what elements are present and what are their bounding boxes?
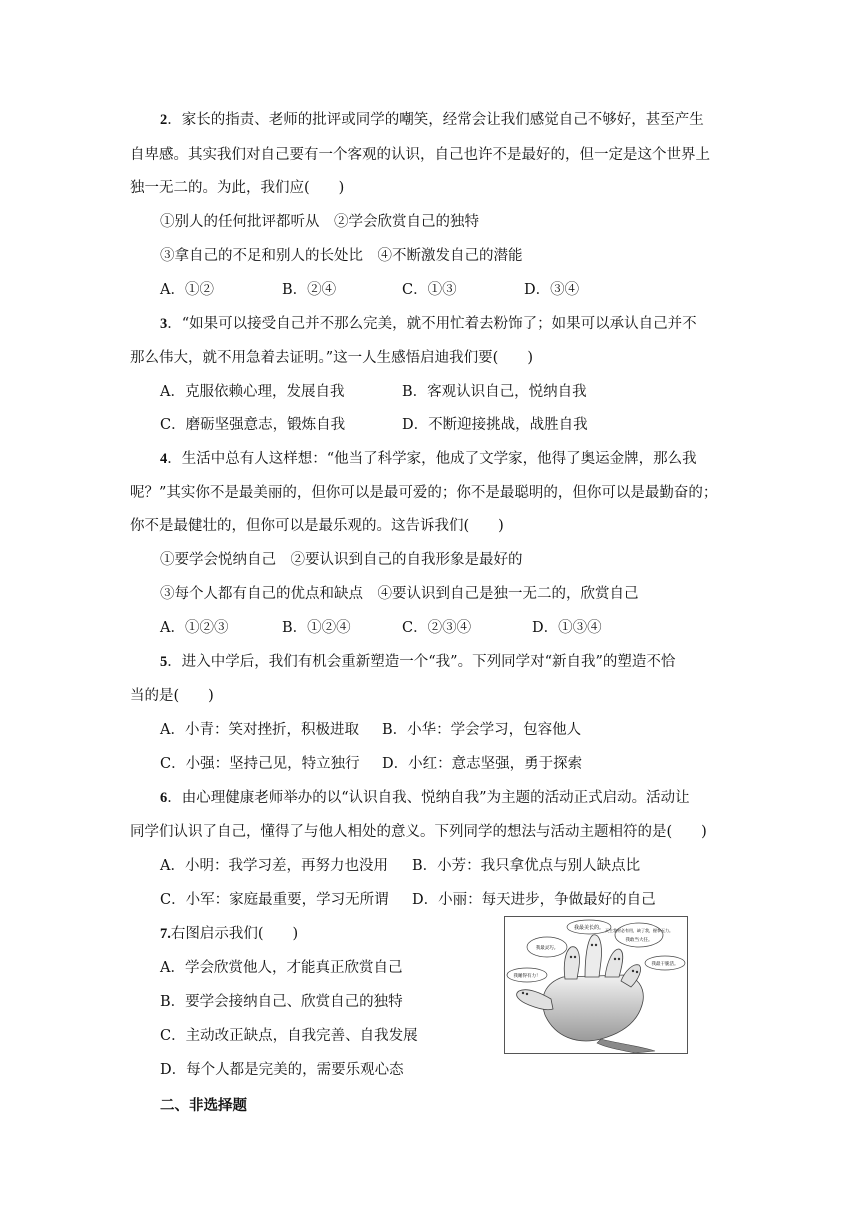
q3-line-2: 那么伟大，就不用急着去证明。”这一人生感悟启迪我们要( ) xyxy=(130,350,533,366)
q3-option-d: D．不断迎接挑战，战胜自我 xyxy=(402,417,588,433)
bubble-index: 我最灵巧。 xyxy=(535,946,559,951)
q2-option-c: C．①③ xyxy=(402,282,457,298)
q2-line-3: 独一无二的。为此，我们应( ) xyxy=(130,180,345,196)
q7-option-d: D．每个人都是完美的，需要乐观心态 xyxy=(160,1062,404,1078)
bubble-ring: 天生我材必有用，缺了我，握拳无力。 xyxy=(605,928,673,933)
bubble-thumb: 我睡得有力！ xyxy=(513,974,541,979)
q6-line-1: 6．由心理健康老师举办的以“认识自我、悦纳自我”为主题的活动正式启动。活动让 xyxy=(160,790,690,806)
q5-option-b: B．小华：学会学习，包容他人 xyxy=(382,722,582,738)
bubble-ring-2: 我敢当大任。 xyxy=(625,938,653,943)
bubble-middle: 我最美长的。 xyxy=(573,925,605,931)
q6-option-d: D．小丽：每天进步，争做最好的自己 xyxy=(412,892,656,908)
q4-item-2: ③每个人都有自己的优点和缺点 ④要认识到自己是独一无二的，欣赏自己 xyxy=(160,586,639,602)
q4-item-1: ①要学会悦纳自己 ②要认识到自己的自我形象是最好的 xyxy=(160,552,523,568)
q5-line-2: 当的是( ) xyxy=(130,688,214,704)
q5-option-a: A．小青：笑对挫折，积极进取 xyxy=(160,722,359,738)
q3-option-a: A．克服依赖心理，发展自我 xyxy=(160,384,345,400)
q4-option-c: C．②③④ xyxy=(402,620,472,636)
q4-line-1: 4．生活中总有人这样想：“他当了科学家，他成了文学家，他得了奥运金牌，那么我 xyxy=(160,451,697,467)
bubble-pinky: 我最干脆活。 xyxy=(651,962,679,967)
q4-line-2: 呢？”其实你不是最美丽的，但你可以是最可爱的；你不是最聪明的，但你可以是最勤奋的； xyxy=(130,485,718,501)
q2-line-1: 2．家长的指责、老师的批评或同学的嘲笑，经常会让我们感觉自己不够好，甚至产生 xyxy=(160,112,704,128)
q5-option-c: C．小强：坚持己见，特立独行 xyxy=(160,756,360,772)
q3-option-b: B．客观认识自己，悦纳自我 xyxy=(402,384,587,400)
q6-option-c: C．小军：家庭最重要，学习无所谓 xyxy=(160,892,389,908)
q4-option-b: B．①②④ xyxy=(282,620,351,636)
q7-option-c: C．主动改正缺点，自我完善、自我发展 xyxy=(160,1028,418,1044)
q7-line-1: 7.右图启示我们( ) xyxy=(160,926,299,942)
q5-option-d: D．小红：意志坚强，勇于探索 xyxy=(382,756,583,772)
section-title: 二、非选择题 xyxy=(160,1097,247,1114)
q7-option-a: A．学会欣赏他人，才能真正欣赏自己 xyxy=(160,960,403,976)
q6-line-2: 同学们认识了自己，懂得了与他人相处的意义。下列同学的想法与活动主题相符的是( ) xyxy=(130,824,707,840)
q7-option-b: B．要学会接纳自己、欣赏自己的独特 xyxy=(160,994,403,1010)
q2-option-b: B．②④ xyxy=(282,282,337,298)
q2-line-2: 自卑感。其实我们对自己要有一个客观的认识，自己也许不是最好的，但一定是这个世界上 xyxy=(130,147,710,163)
q4-option-d: D．①③④ xyxy=(532,620,602,636)
q2-item-2: ③拿自己的不足和别人的长处比 ④不断激发自己的潜能 xyxy=(160,248,523,264)
q3-option-c: C．磨砺坚强意志，锻炼自我 xyxy=(160,417,346,433)
q4-option-a: A．①②③ xyxy=(160,620,229,636)
q3-line-1: 3．“如果可以接受自己并不那么完美，就不用忙着去粉饰了；如果可以承认自己并不 xyxy=(160,316,697,332)
q6-option-b: B．小芳：我只拿优点与别人缺点比 xyxy=(412,858,641,874)
hand-drawing xyxy=(505,917,687,1053)
hand-illustration xyxy=(504,916,688,1054)
q4-line-3: 你不是最健壮的，但你可以是最乐观的。这告诉我们( ) xyxy=(130,518,504,534)
q2-item-1: ①别人的任何批评都听从 ②学会欣赏自己的独特 xyxy=(160,214,479,230)
q2-option-a: A．①② xyxy=(160,282,214,298)
q6-option-a: A．小明：我学习差，再努力也没用 xyxy=(160,858,388,874)
q5-line-1: 5．进入中学后，我们有机会重新塑造一个“我”。下列同学对“新自我”的塑造不恰 xyxy=(160,654,676,670)
q2-option-d: D．③④ xyxy=(524,282,580,298)
